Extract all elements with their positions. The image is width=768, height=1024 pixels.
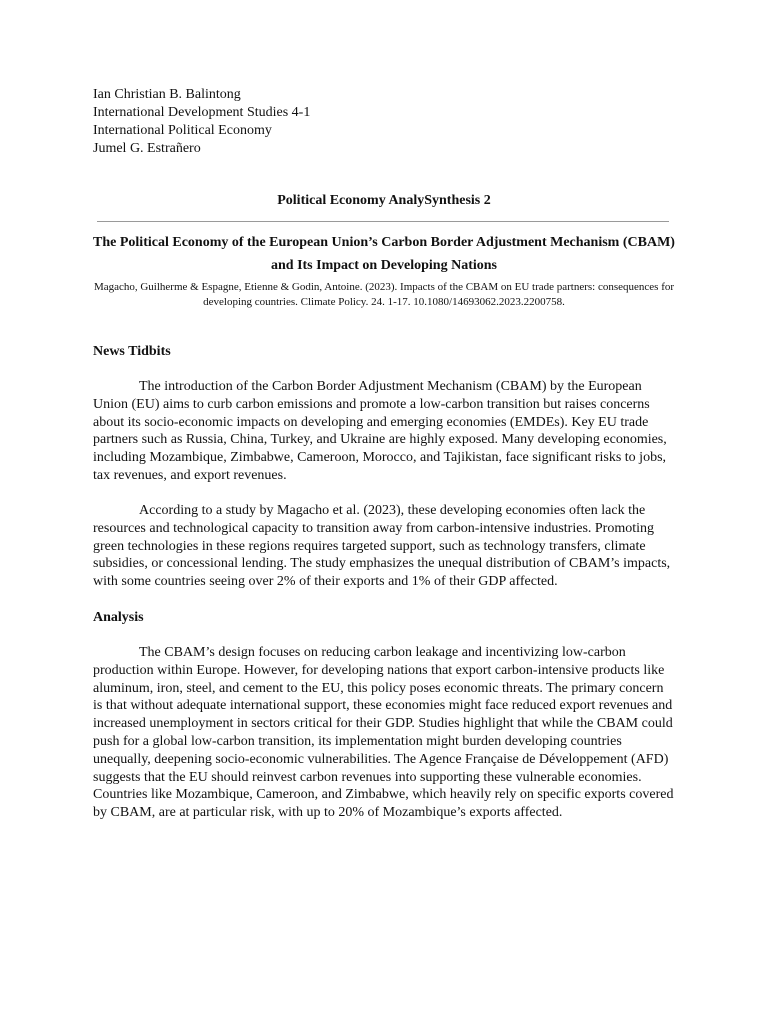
citation: Magacho, Guilherme & Espagne, Etienne & Godin, Antoine. (2023). Impacts of the CBAM on EU trade partners: consequences for developing countries. Climate Policy. 24. 1-17. 10.1080/14693062.2023.2200758.: [93, 281, 675, 308]
section-heading-news: News Tidbits: [93, 344, 171, 359]
instructor-name: Jumel G. Estrañero: [93, 141, 201, 156]
synthesis-title: Political Economy AnalySynthesis 2: [277, 193, 491, 208]
author-name: Ian Christian B. Balintong: [93, 87, 241, 102]
section-heading-analysis: Analysis: [93, 610, 144, 625]
title-divider: [97, 221, 669, 222]
news-paragraph-1: The introduction of the Carbon Border Adjustment Mechanism (CBAM) by the European Union (EU) aims to curb carbon emissions and promote a low-carbon transition but raises concerns about its socio-economic impacts on developing and emerging economies (EMDEs). Key EU trade partners such as Russia, China, Turkey, and Ukraine are highly exposed. Many developing economies, including Mozambique, Zimbabwe, Cameroon, Morocco, and Tajikistan, face significant risks to jobs, tax revenues, and export revenues.: [93, 379, 667, 483]
author-header: [93, 86, 310, 158]
document-title: The Political Economy of the European Union’s Carbon Border Adjustment Mechanism (CBAM) and Its Impact on Developing Nations: [93, 235, 675, 273]
news-paragraph-2: According to a study by Magacho et al. (2023), these developing economies often lack the resources and technological capacity to transition away from carbon-intensive industries. Promoting green technologies in these regions requires targeted support, such as technology transfers, climate subsidies, or concessional lending. The study emphasizes the unequal distribution of CBAM’s impacts, with some countries seeing over 2% of their exports and 1% of their GDP affected.: [93, 503, 671, 590]
program-name: International Development Studies 4-1: [93, 105, 311, 120]
analysis-paragraph-1: The CBAM’s design focuses on reducing carbon leakage and incentivizing low-carbon production within Europe. However, for developing nations that export carbon-intensive products like aluminum, iron, steel, and cement to the EU, this policy poses economic threats. The primary concern is that without adequate international support, these economies might face reduced export revenues and increased unemployment in sectors critical for their GDP. Studies highlight that while the CBAM could push for a global low-carbon transition, its implementation might burden developing countries unequally, deepening socio-economic vulnerabilities. The Agence Française de Développement (AFD) suggests that the EU should reinvest carbon revenues into supporting these vulnerable economies. Countries like Mozambique, Cameroon, and Zimbabwe, which heavily rely on specific exports covered by CBAM, are at particular risk, with up to 20% of Mozambique’s exports affected.: [93, 645, 674, 821]
course-name: International Political Economy: [93, 123, 272, 138]
